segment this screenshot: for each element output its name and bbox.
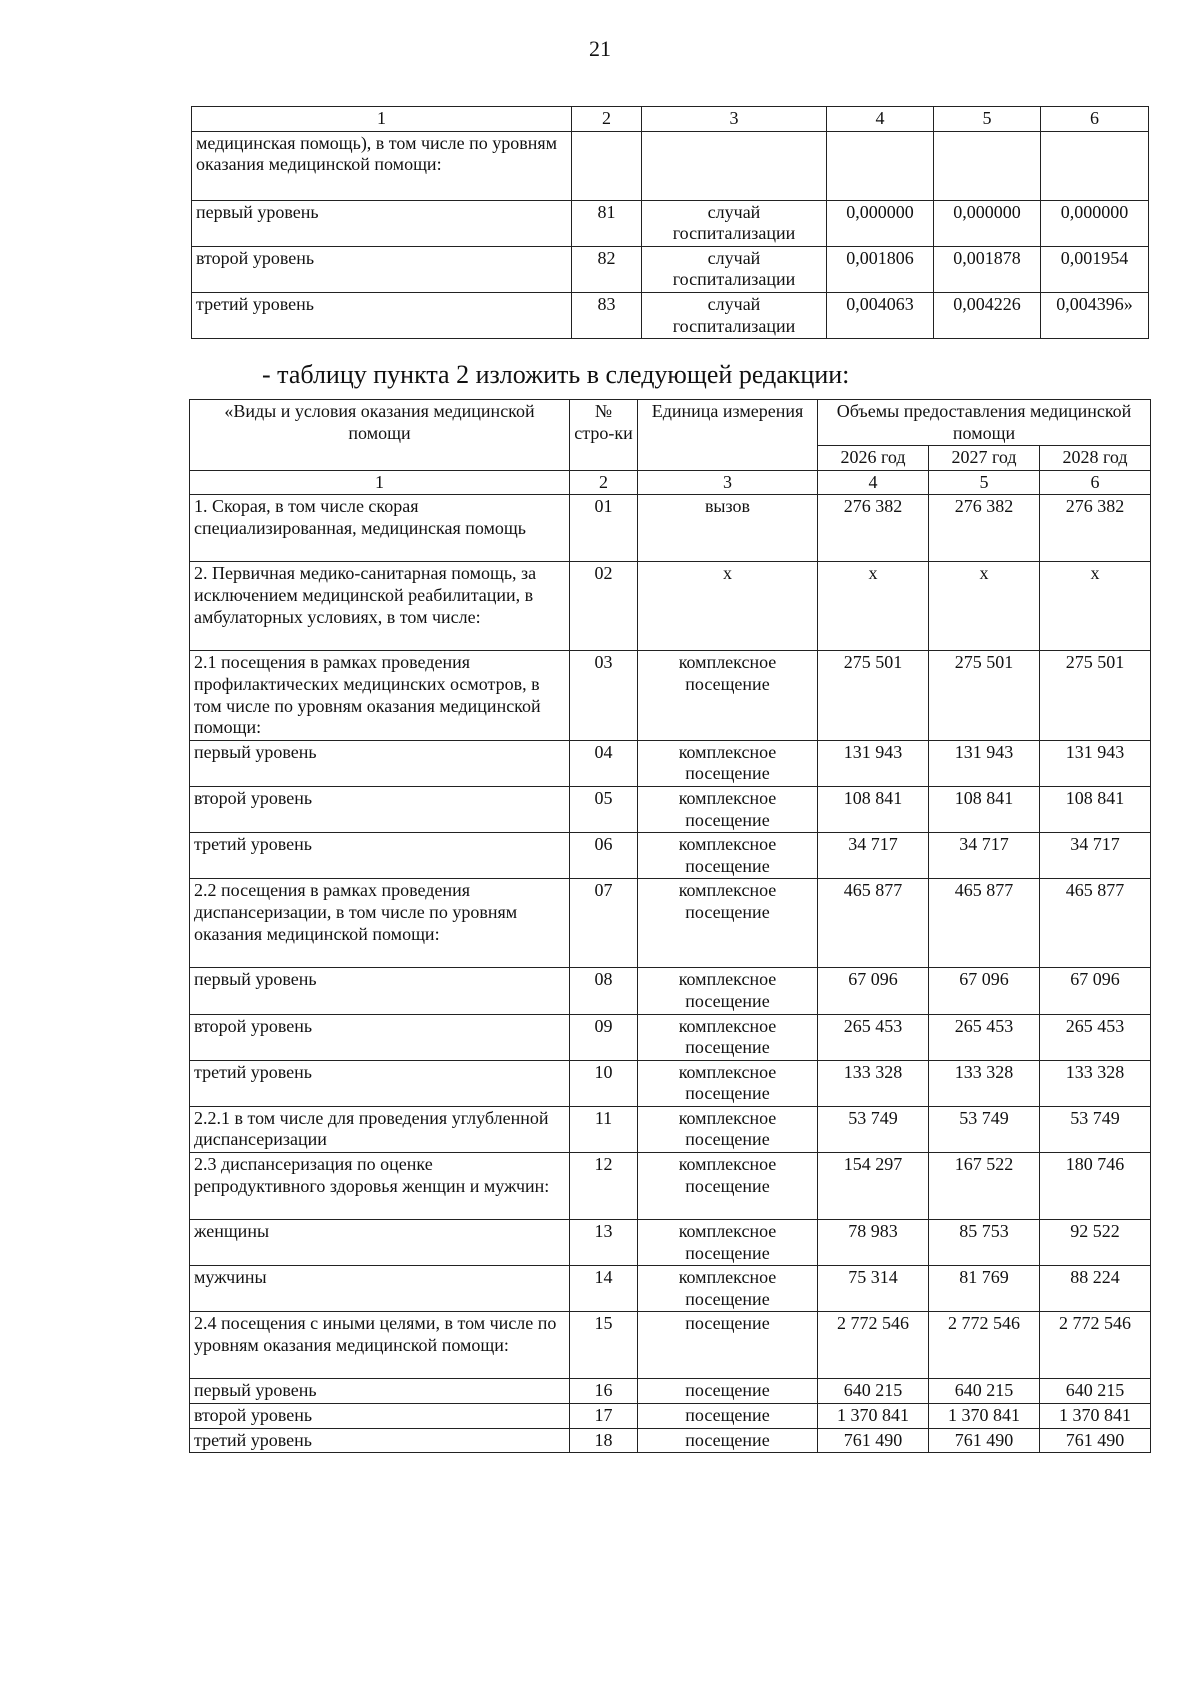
row-value-cell: 88 224 xyxy=(1040,1266,1151,1312)
row-value-cell: 761 490 xyxy=(818,1428,929,1453)
row-name-cell: медицинская помощь), в том числе по уровням оказания медицинской помощи: xyxy=(192,131,572,200)
row-value-cell: 53 749 xyxy=(929,1106,1040,1152)
row-value-cell: 275 501 xyxy=(929,651,1040,740)
page-number: 21 xyxy=(589,36,611,61)
numbering-cell: 5 xyxy=(929,470,1040,495)
row-value-cell: 133 328 xyxy=(1040,1060,1151,1106)
row-value-cell: 0,000000 xyxy=(934,200,1041,246)
row-unit-cell: комплексное посещение xyxy=(638,786,818,832)
row-unit-cell: случай госпитализации xyxy=(642,246,827,292)
row-value-cell: 167 522 xyxy=(929,1153,1040,1220)
row-unit-cell: комплексное посещение xyxy=(638,879,818,968)
table-row xyxy=(192,292,1149,338)
row-value-cell xyxy=(827,131,934,200)
row-value-cell: 34 717 xyxy=(929,833,1040,879)
row-value-cell: 180 746 xyxy=(1040,1153,1151,1220)
row-code-cell: 18 xyxy=(570,1428,638,1453)
row-unit-cell: комплексное посещение xyxy=(638,1153,818,1220)
table-row xyxy=(192,200,1149,246)
row-code-cell: 03 xyxy=(570,651,638,740)
row-name-cell: третий уровень xyxy=(192,292,572,338)
row-name-cell: третий уровень xyxy=(190,1060,570,1106)
row-name-cell: 2.2 посещения в рамках проведения диспансеризации, в том числе по уровням оказания медицинской помощи: xyxy=(190,879,570,968)
row-name-cell: первый уровень xyxy=(190,968,570,1014)
table-row xyxy=(190,1106,1151,1152)
table-numbering-row xyxy=(190,470,1151,495)
table-row xyxy=(190,495,1151,562)
row-value-cell: 131 943 xyxy=(818,740,929,786)
row-name-cell: второй уровень xyxy=(190,786,570,832)
row-value-cell: 78 983 xyxy=(818,1220,929,1266)
table-row xyxy=(190,1014,1151,1060)
row-value-cell: 0,001954 xyxy=(1041,246,1149,292)
row-value-cell: 265 453 xyxy=(818,1014,929,1060)
row-code-cell: 08 xyxy=(570,968,638,1014)
row-value-cell: 0,000000 xyxy=(827,200,934,246)
row-name-cell: 2. Первичная медико-санитарная помощь, за исключением медицинской реабилитации, в амбулаторных условиях, в том числе: xyxy=(190,562,570,651)
row-value-cell: 75 314 xyxy=(818,1266,929,1312)
row-value-cell: 67 096 xyxy=(818,968,929,1014)
header-cell: 1 xyxy=(192,107,572,132)
row-unit-cell: случай госпитализации xyxy=(642,292,827,338)
header-cell: 2 xyxy=(572,107,642,132)
header-cell: 4 xyxy=(827,107,934,132)
row-value-cell xyxy=(934,131,1041,200)
row-value-cell: 465 877 xyxy=(1040,879,1151,968)
row-value-cell: 131 943 xyxy=(1040,740,1151,786)
header-year: 2026 год xyxy=(818,446,929,471)
row-value-cell: 265 453 xyxy=(1040,1014,1151,1060)
row-value-cell: 465 877 xyxy=(929,879,1040,968)
table-row xyxy=(190,1404,1151,1429)
row-value-cell: 0,004396» xyxy=(1041,292,1149,338)
row-name-cell: второй уровень xyxy=(190,1014,570,1060)
row-value-cell: 761 490 xyxy=(1040,1428,1151,1453)
row-value-cell: 34 717 xyxy=(1040,833,1151,879)
row-code-cell: 06 xyxy=(570,833,638,879)
row-unit-cell: комплексное посещение xyxy=(638,1060,818,1106)
row-value-cell: 0,001878 xyxy=(934,246,1041,292)
row-value-cell: 0,001806 xyxy=(827,246,934,292)
row-code-cell: 09 xyxy=(570,1014,638,1060)
row-unit-cell: вызов xyxy=(638,495,818,562)
row-value-cell: 0,004226 xyxy=(934,292,1041,338)
row-value-cell: 34 717 xyxy=(818,833,929,879)
row-value-cell: 67 096 xyxy=(929,968,1040,1014)
row-unit-cell: комплексное посещение xyxy=(638,1220,818,1266)
row-value-cell xyxy=(1041,131,1149,200)
row-code-cell: 81 xyxy=(572,200,642,246)
row-value-cell: 276 382 xyxy=(1040,495,1151,562)
table-row xyxy=(190,879,1151,968)
row-unit-cell: комплексное посещение xyxy=(638,1106,818,1152)
row-name-cell: мужчины xyxy=(190,1266,570,1312)
row-name-cell: 2.3 диспансеризация по оценке репродуктивного здоровья женщин и мужчин: xyxy=(190,1153,570,1220)
row-code-cell: 07 xyxy=(570,879,638,968)
row-value-cell: 67 096 xyxy=(1040,968,1151,1014)
header-year: 2027 год xyxy=(929,446,1040,471)
volumes-table xyxy=(189,399,1151,1453)
row-value-cell: 761 490 xyxy=(929,1428,1040,1453)
header-cell: 6 xyxy=(1041,107,1149,132)
row-unit-cell: посещение xyxy=(638,1404,818,1429)
row-unit-cell: х xyxy=(638,562,818,651)
header-unit: Единица измерения xyxy=(638,400,818,471)
table-header-row xyxy=(190,400,1151,446)
header-cell: 3 xyxy=(642,107,827,132)
table-row xyxy=(190,651,1151,740)
row-name-cell: первый уровень xyxy=(190,1379,570,1404)
row-name-cell: первый уровень xyxy=(192,200,572,246)
header-type: «Виды и условия оказания медицинской помощи xyxy=(190,400,570,471)
row-value-cell: 53 749 xyxy=(818,1106,929,1152)
row-value-cell: 276 382 xyxy=(818,495,929,562)
row-name-cell: первый уровень xyxy=(190,740,570,786)
row-value-cell: 640 215 xyxy=(929,1379,1040,1404)
row-value-cell: 2 772 546 xyxy=(818,1312,929,1379)
row-unit-cell: посещение xyxy=(638,1312,818,1379)
row-name-cell: третий уровень xyxy=(190,1428,570,1453)
numbering-cell: 3 xyxy=(638,470,818,495)
row-unit-cell: случай госпитализации xyxy=(642,200,827,246)
table-row xyxy=(190,562,1151,651)
row-value-cell: х xyxy=(929,562,1040,651)
row-value-cell: х xyxy=(818,562,929,651)
row-value-cell: 2 772 546 xyxy=(929,1312,1040,1379)
row-value-cell: 2 772 546 xyxy=(1040,1312,1151,1379)
numbering-cell: 6 xyxy=(1040,470,1151,495)
row-code-cell: 11 xyxy=(570,1106,638,1152)
row-name-cell: третий уровень xyxy=(190,833,570,879)
row-unit-cell: комплексное посещение xyxy=(638,740,818,786)
table-row xyxy=(190,1379,1151,1404)
numbering-cell: 4 xyxy=(818,470,929,495)
table-row xyxy=(190,786,1151,832)
table-row xyxy=(190,833,1151,879)
row-code-cell: 17 xyxy=(570,1404,638,1429)
row-value-cell: 1 370 841 xyxy=(818,1404,929,1429)
row-value-cell: 85 753 xyxy=(929,1220,1040,1266)
header-year: 2028 год xyxy=(1040,446,1151,471)
table-row xyxy=(192,246,1149,292)
row-value-cell: 92 522 xyxy=(1040,1220,1151,1266)
table-row xyxy=(190,1220,1151,1266)
row-value-cell: 640 215 xyxy=(1040,1379,1151,1404)
row-code-cell xyxy=(572,131,642,200)
row-value-cell: 275 501 xyxy=(1040,651,1151,740)
row-name-cell: 2.4 посещения с иными целями, в том числе по уровням оказания медицинской помощи: xyxy=(190,1312,570,1379)
row-code-cell: 13 xyxy=(570,1220,638,1266)
row-unit-cell: комплексное посещение xyxy=(638,833,818,879)
row-code-cell: 16 xyxy=(570,1379,638,1404)
header-cell: 5 xyxy=(934,107,1041,132)
numbering-cell: 1 xyxy=(190,470,570,495)
row-unit-cell: комплексное посещение xyxy=(638,1014,818,1060)
row-code-cell: 83 xyxy=(572,292,642,338)
row-value-cell: 1 370 841 xyxy=(1040,1404,1151,1429)
row-value-cell: 276 382 xyxy=(929,495,1040,562)
row-value-cell: 265 453 xyxy=(929,1014,1040,1060)
header-row-number: № стро-ки xyxy=(570,400,638,471)
row-code-cell: 10 xyxy=(570,1060,638,1106)
row-code-cell: 04 xyxy=(570,740,638,786)
row-value-cell: 1 370 841 xyxy=(929,1404,1040,1429)
row-value-cell: х xyxy=(1040,562,1151,651)
row-value-cell: 465 877 xyxy=(818,879,929,968)
row-value-cell: 53 749 xyxy=(1040,1106,1151,1152)
row-name-cell: второй уровень xyxy=(190,1404,570,1429)
table-row xyxy=(190,968,1151,1014)
row-value-cell: 131 943 xyxy=(929,740,1040,786)
table-row xyxy=(190,1153,1151,1220)
table-row xyxy=(190,1312,1151,1379)
table-row xyxy=(192,131,1149,200)
row-value-cell: 81 769 xyxy=(929,1266,1040,1312)
row-name-cell: женщины xyxy=(190,1220,570,1266)
row-code-cell: 02 xyxy=(570,562,638,651)
table-row xyxy=(190,1060,1151,1106)
row-unit-cell: посещение xyxy=(638,1379,818,1404)
row-value-cell: 0,000000 xyxy=(1041,200,1149,246)
row-value-cell: 133 328 xyxy=(818,1060,929,1106)
row-name-cell: второй уровень xyxy=(192,246,572,292)
row-name-cell: 1. Скорая, в том числе скорая специализированная, медицинская помощь xyxy=(190,495,570,562)
header-volumes: Объемы предоставления медицинской помощи xyxy=(818,400,1151,446)
table-header-row xyxy=(192,107,1149,132)
instruction-text: - таблицу пункта 2 изложить в следующей редакции: xyxy=(262,360,850,389)
row-unit-cell xyxy=(642,131,827,200)
numbering-cell: 2 xyxy=(570,470,638,495)
row-value-cell: 108 841 xyxy=(929,786,1040,832)
row-code-cell: 05 xyxy=(570,786,638,832)
row-code-cell: 15 xyxy=(570,1312,638,1379)
row-unit-cell: посещение xyxy=(638,1428,818,1453)
row-value-cell: 154 297 xyxy=(818,1153,929,1220)
row-code-cell: 12 xyxy=(570,1153,638,1220)
row-name-cell: 2.2.1 в том числе для проведения углубленной диспансеризации xyxy=(190,1106,570,1152)
table-row xyxy=(190,1266,1151,1312)
row-code-cell: 01 xyxy=(570,495,638,562)
row-unit-cell: комплексное посещение xyxy=(638,1266,818,1312)
row-unit-cell: комплексное посещение xyxy=(638,651,818,740)
row-value-cell: 108 841 xyxy=(818,786,929,832)
row-value-cell: 108 841 xyxy=(1040,786,1151,832)
row-value-cell: 0,004063 xyxy=(827,292,934,338)
row-unit-cell: комплексное посещение xyxy=(638,968,818,1014)
row-value-cell: 133 328 xyxy=(929,1060,1040,1106)
row-code-cell: 82 xyxy=(572,246,642,292)
row-value-cell: 640 215 xyxy=(818,1379,929,1404)
row-code-cell: 14 xyxy=(570,1266,638,1312)
continued-table xyxy=(191,106,1149,339)
table-row xyxy=(190,740,1151,786)
table-row xyxy=(190,1428,1151,1453)
row-value-cell: 275 501 xyxy=(818,651,929,740)
row-name-cell: 2.1 посещения в рамках проведения профилактических медицинских осмотров, в том числе по уровням оказания медицинской помощи: xyxy=(190,651,570,740)
